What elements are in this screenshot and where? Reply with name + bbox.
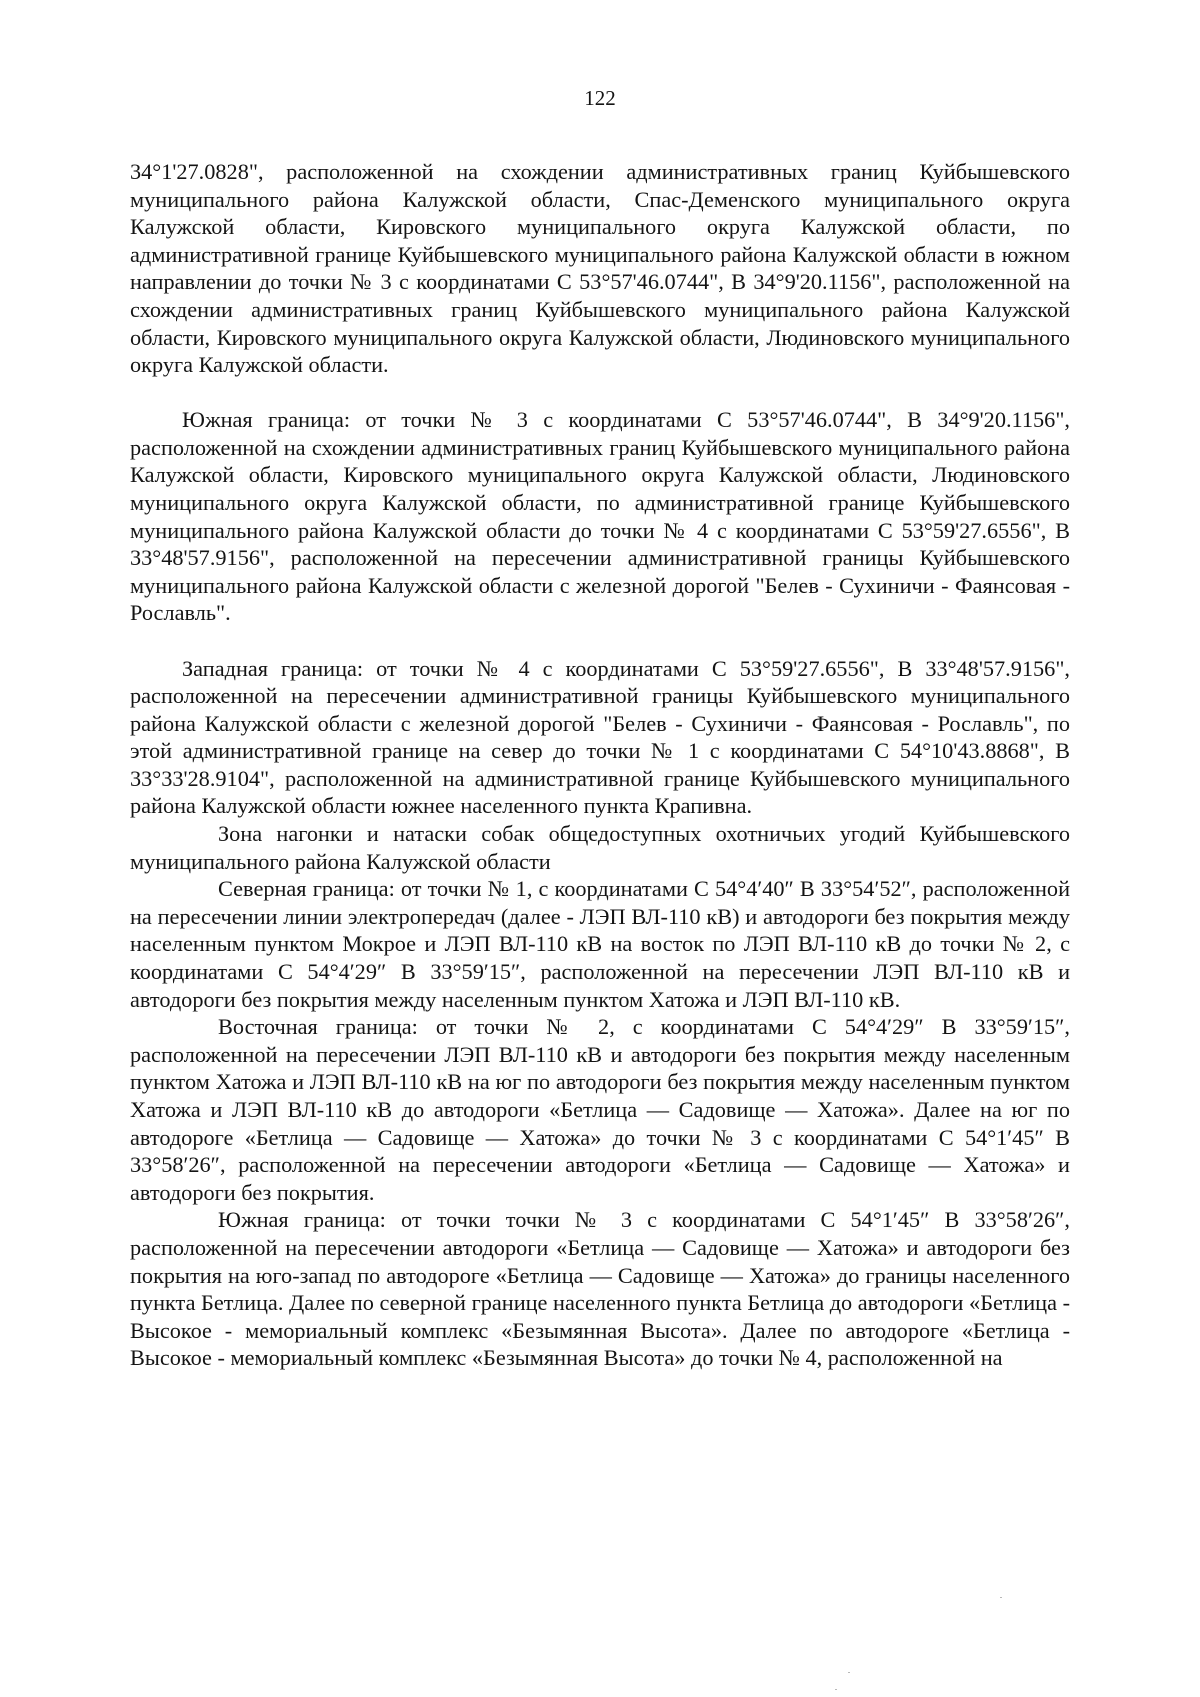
scan-speck <box>848 1672 850 1673</box>
page-number: 122 <box>584 86 616 110</box>
scan-speck <box>835 1689 837 1690</box>
scan-speck <box>1000 1597 1002 1598</box>
paragraph-south-border: Южная граница: от точки № 3 с координатами С 53°57'46.0744", В 34°9'20.1156", расположенной на схождении административных границ Куйбышевского муниципального района Калужской области, Кировского муниципального округа Калужской области, Людиновского муниципального округа Калужской области, по административной границе Куйбышевского муниципального района Калужской области до точки № 4 с координатами С 53°59'27.6556", В 33°48'57.9156", расположенной на пересечении административной границы Куйбышевского муниципального района Калужской области с железной дорогой "Белев - Сухиничи - Фаянсовая - Рославль". <box>130 407 1070 626</box>
paragraph-west-border: Западная граница: от точки № 4 с координатами С 53°59'27.6556", В 33°48'57.9156", расположенной на пересечении административной границы Куйбышевского муниципального района Калужской области с железной дорогой "Белев - Сухиничи - Фаянсовая - Рославль", по этой административной границе на север до точки № 1 с координатами С 54°10'43.8868", В 33°33'28.9104", расположенной на административной границе Куйбышевского муниципального района Калужской области южнее населенного пункта Крапивна. <box>130 655 1070 819</box>
paragraph-north-border: Северная граница: от точки № 1, с координатами С 54°4′40″ В 33°54′52″, расположенной на пересечении линии электропередач (далее - ЛЭП ВЛ-110 кВ) и автодороги без покрытия между населенным пунктом Мокрое и ЛЭП ВЛ-110 кВ на восток по ЛЭП ВЛ-110 кВ до точки № 2, с координатами С 54°4′29″ В 33°59′15″, расположенной на пересечении ЛЭП ВЛ-110 кВ и автодороги без покрытия между населенным пунктом Хатожа и ЛЭП ВЛ-110 кВ. <box>130 876 1070 1012</box>
paragraph-zone-heading: Зона нагонки и натаски собак общедоступных охотничьих угодий Куйбышевского муниципального района Калужской области <box>130 821 1070 874</box>
document-body <box>130 158 1070 1372</box>
paragraph-continuation: 34°1'27.0828", расположенной на схождении административных границ Куйбышевского муниципального района Калужской области, Спас-Деменского муниципального округа Калужской области, Кировского муниципального округа Калужской области, по административной границе Куйбышевского муниципального района Калужской области в южном направлении до точки № 3 с координатами С 53°57'46.0744", В 34°9'20.1156", расположенной на схождении административных границ Куйбышевского муниципального района Калужской области, Кировского муниципального округа Калужской области, Людиновского муниципального округа Калужской области. <box>130 159 1070 378</box>
paragraph-south-border-zone: Южная граница: от точки точки № 3 с координатами С 54°1′45″ В 33°58′26″, расположенной на пересечении автодороги «Бетлица — Садовище — Хатожа» и автодороги без покрытия на юго-запад по автодороге «Бетлица — Садовище — Хатожа» до границы населенного пункта Бетлица. Далее по северной границе населенного пункта Бетлица до автодороги «Бетлица - Высокое - мемориальный комплекс «Безымянная Высота». Далее по автодороге «Бетлица - Высокое - мемориальный комплекс «Безымянная Высота» до точки № 4, расположенной на <box>130 1207 1070 1371</box>
paragraph-east-border: Восточная граница: от точки № 2, с координатами С 54°4′29″ В 33°59′15″, расположенной на пересечении ЛЭП ВЛ-110 кВ и автодороги без покрытия между населенным пунктом Хатожа и ЛЭП ВЛ-110 кВ на юг по автодороги без покрытия между населенным пунктом Хатожа и ЛЭП ВЛ-110 кВ до автодороги «Бетлица — Садовище — Хатожа». Далее на юг по автодороге «Бетлица — Садовище — Хатожа» до точки № 3 с координатами С 54°1′45″ В 33°58′26″, расположенной на пересечении автодороги «Бетлица — Садовище — Хатожа» и автодороги без покрытия. <box>130 1014 1070 1205</box>
